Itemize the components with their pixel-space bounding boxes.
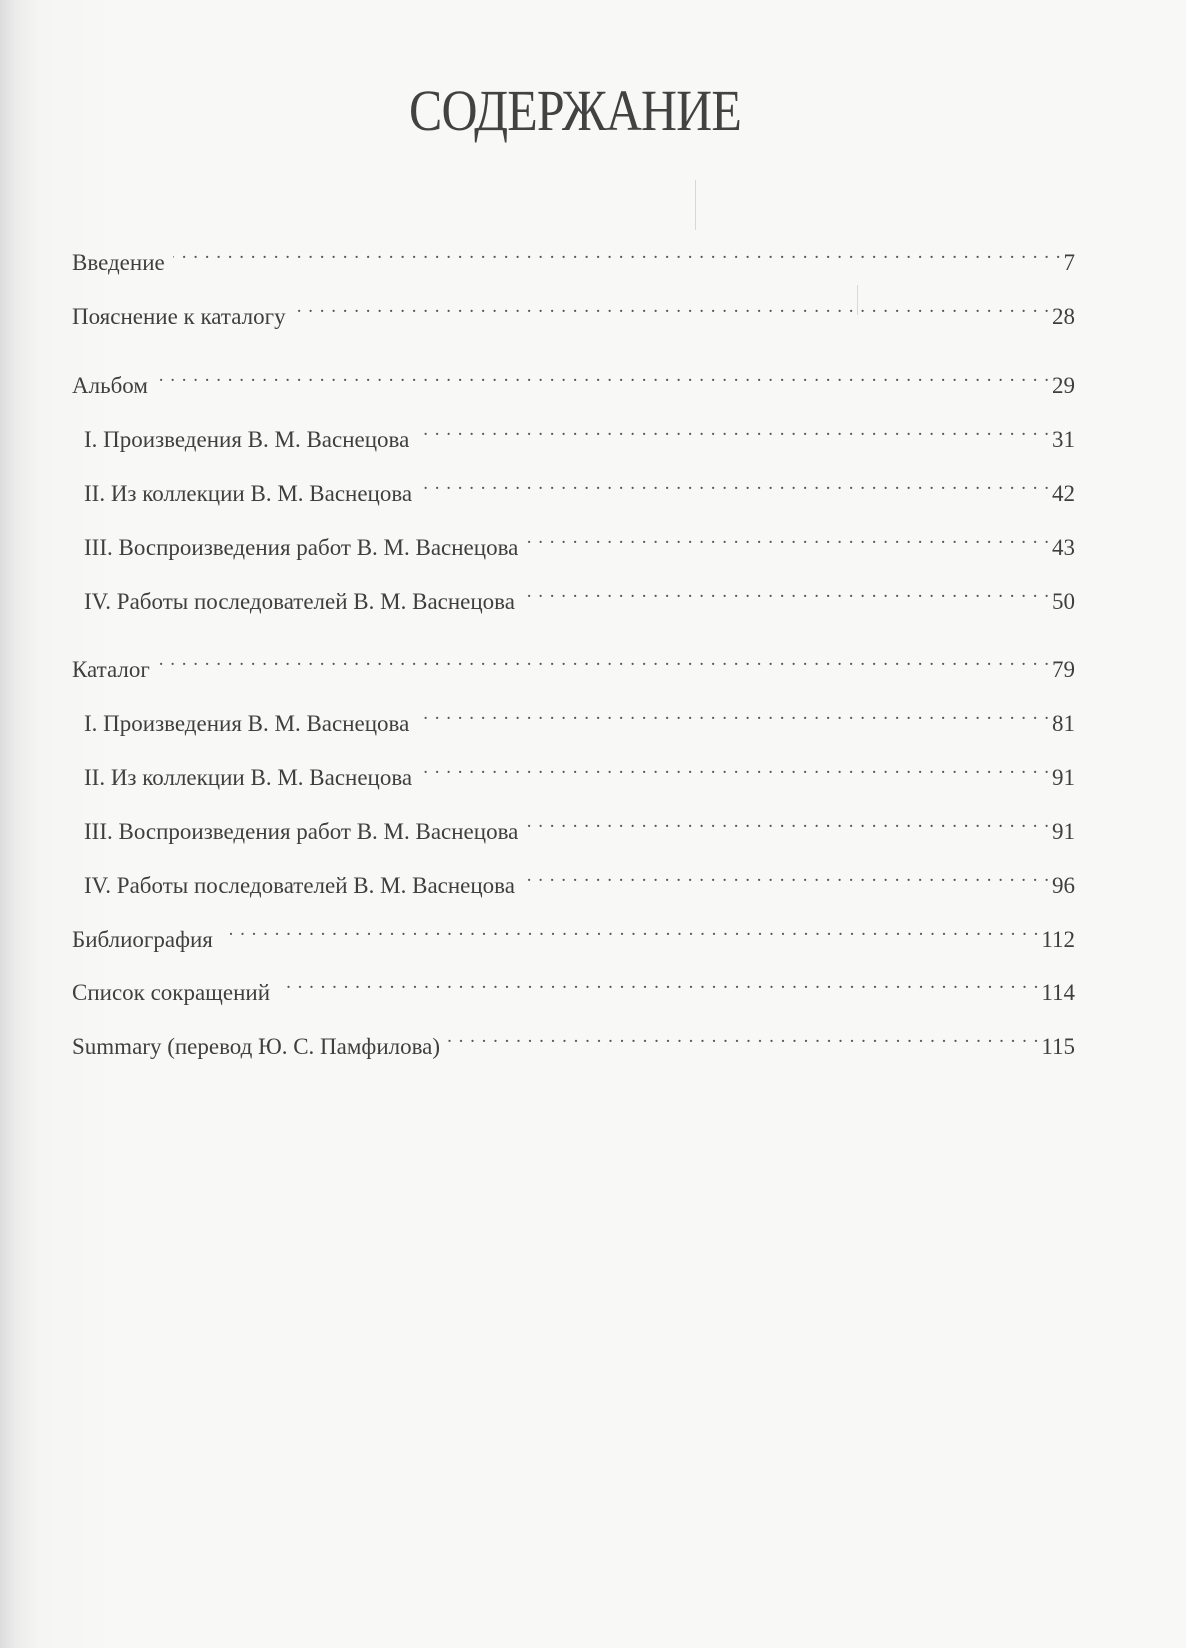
toc-page-number: 50 bbox=[1052, 589, 1075, 614]
toc-entry[interactable] bbox=[72, 805, 1075, 844]
toc-entry-label: II. Из коллекции В. М. Васнецова bbox=[84, 765, 413, 790]
toc-entry[interactable] bbox=[72, 413, 1075, 452]
toc-entry-label: III. Воспроизведения работ В. М. Васнецова bbox=[84, 819, 519, 844]
toc-leader-dots bbox=[221, 913, 1039, 947]
toc-page-number: 29 bbox=[1052, 373, 1075, 398]
toc-entry[interactable] bbox=[72, 575, 1075, 614]
toc-leader-dots bbox=[420, 467, 1050, 501]
toc-page-number: 79 bbox=[1052, 657, 1075, 682]
toc-entry[interactable] bbox=[72, 236, 1075, 275]
toc-entry[interactable] bbox=[72, 913, 1075, 952]
toc-page-number: 31 bbox=[1052, 427, 1075, 452]
toc-leader-dots bbox=[526, 805, 1050, 839]
toc-entry[interactable] bbox=[72, 467, 1075, 506]
toc-entry-label: IV. Работы последователей В. М. Васнецова bbox=[84, 589, 515, 614]
toc-page-number: 96 bbox=[1052, 873, 1075, 898]
toc-entry-label: Каталог bbox=[72, 657, 150, 682]
toc-leader-dots bbox=[417, 413, 1050, 447]
toc-page-number: 115 bbox=[1041, 1034, 1075, 1059]
paper-mark bbox=[695, 180, 696, 230]
toc-entry-label: Summary (перевод Ю. С. Памфилова) bbox=[72, 1034, 441, 1059]
toc-entry-label: I. Произведения В. М. Васнецова bbox=[84, 427, 410, 452]
toc-leader-dots bbox=[278, 966, 1039, 1000]
toc-entry-label: Пояснение к каталогу bbox=[72, 304, 286, 329]
toc-entry-label: II. Из коллекции В. М. Васнецова bbox=[84, 481, 413, 506]
toc-leader-dots bbox=[417, 697, 1050, 731]
toc-leader-dots bbox=[523, 859, 1050, 893]
toc-entry-label: III. Воспроизведения работ В. М. Васнецова bbox=[84, 535, 519, 560]
toc-entry[interactable] bbox=[72, 643, 1075, 682]
toc-entry-label: Введение bbox=[72, 250, 165, 275]
toc-entry-label: Альбом bbox=[72, 373, 148, 398]
toc-leader-dots bbox=[448, 1020, 1039, 1054]
toc-entry[interactable] bbox=[72, 697, 1075, 736]
toc-page-number: 81 bbox=[1052, 711, 1075, 736]
toc-entry[interactable] bbox=[72, 751, 1075, 790]
toc-leader-dots bbox=[156, 359, 1050, 393]
toc-page-number: 43 bbox=[1052, 535, 1075, 560]
toc-page-number: 112 bbox=[1041, 927, 1075, 952]
toc-page-number: 28 bbox=[1052, 304, 1075, 329]
toc-page-number: 91 bbox=[1052, 765, 1075, 790]
toc-entry[interactable] bbox=[72, 290, 1075, 329]
toc-page-number: 42 bbox=[1052, 481, 1075, 506]
toc-entry[interactable] bbox=[72, 966, 1075, 1005]
toc-entry[interactable] bbox=[72, 359, 1075, 398]
toc-entry[interactable] bbox=[72, 521, 1075, 560]
toc-entry-label: Список сокращений bbox=[72, 980, 271, 1005]
toc-leader-dots bbox=[523, 575, 1050, 609]
page-title: СОДЕРЖАНИЕ bbox=[409, 78, 741, 143]
toc-leader-dots bbox=[158, 643, 1050, 677]
toc-page-number: 7 bbox=[1063, 250, 1075, 275]
toc-entry-label: Библиография bbox=[72, 927, 213, 952]
toc-leader-dots bbox=[420, 751, 1050, 785]
toc-page-number: 114 bbox=[1041, 980, 1075, 1005]
toc-entry[interactable] bbox=[72, 859, 1075, 898]
toc-leader-dots bbox=[526, 521, 1050, 555]
toc-leader-dots bbox=[294, 290, 1050, 324]
toc-leader-dots bbox=[173, 236, 1062, 270]
toc-entry[interactable] bbox=[72, 1020, 1075, 1059]
toc-page-number: 91 bbox=[1052, 819, 1075, 844]
toc-entry-label: I. Произведения В. М. Васнецова bbox=[84, 711, 410, 736]
toc-entry-label: IV. Работы последователей В. М. Васнецова bbox=[84, 873, 515, 898]
